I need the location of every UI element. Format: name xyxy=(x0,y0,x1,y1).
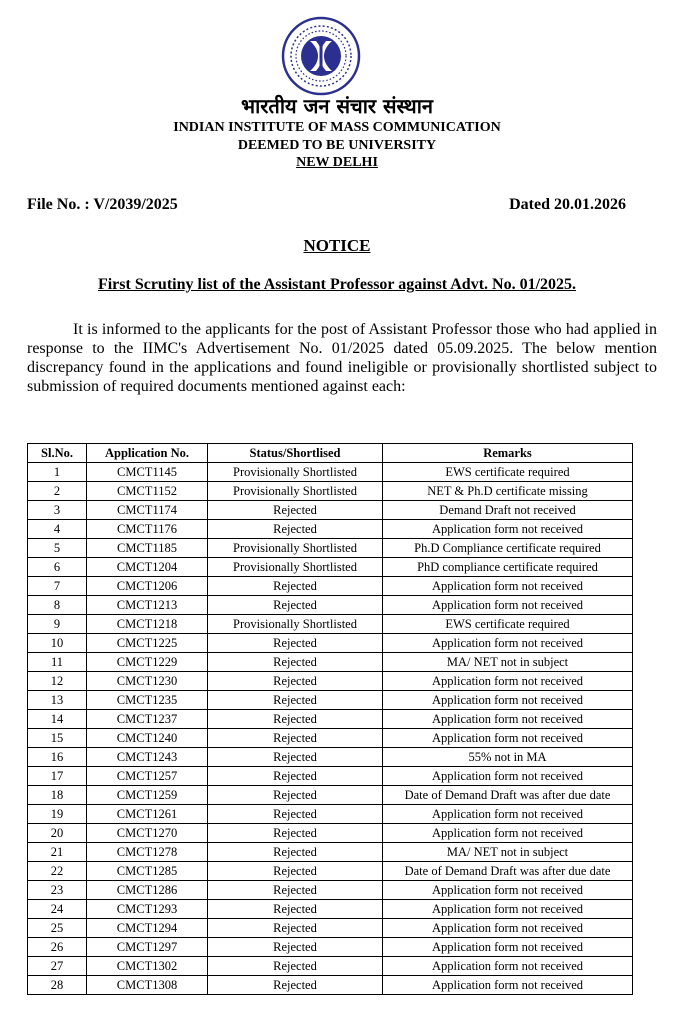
table-row xyxy=(28,691,633,710)
table-row xyxy=(28,729,633,748)
cell-sl-no: 14 xyxy=(28,710,87,729)
table-row xyxy=(28,558,633,577)
cell-sl-no: 10 xyxy=(28,634,87,653)
table-row xyxy=(28,482,633,501)
cell-application-no: CMCT1185 xyxy=(87,539,208,558)
column-header-application-no: Application No. xyxy=(87,444,208,463)
cell-status: Rejected xyxy=(208,634,383,653)
table-row xyxy=(28,881,633,900)
cell-status: Rejected xyxy=(208,843,383,862)
cell-sl-no: 27 xyxy=(28,957,87,976)
cell-sl-no: 1 xyxy=(28,463,87,482)
cell-remarks: Demand Draft not received xyxy=(383,501,633,520)
cell-sl-no: 28 xyxy=(28,976,87,995)
cell-application-no: CMCT1145 xyxy=(87,463,208,482)
table-row xyxy=(28,501,633,520)
cell-sl-no: 8 xyxy=(28,596,87,615)
cell-sl-no: 3 xyxy=(28,501,87,520)
cell-status: Rejected xyxy=(208,805,383,824)
cell-application-no: CMCT1286 xyxy=(87,881,208,900)
cell-sl-no: 11 xyxy=(28,653,87,672)
cell-status: Rejected xyxy=(208,653,383,672)
cell-sl-no: 17 xyxy=(28,767,87,786)
cell-status: Rejected xyxy=(208,900,383,919)
cell-status: Rejected xyxy=(208,862,383,881)
cell-status: Rejected xyxy=(208,938,383,957)
cell-sl-no: 5 xyxy=(28,539,87,558)
cell-application-no: CMCT1174 xyxy=(87,501,208,520)
cell-sl-no: 15 xyxy=(28,729,87,748)
cell-status: Rejected xyxy=(208,710,383,729)
cell-remarks: Application form not received xyxy=(383,881,633,900)
column-header-sl-no: Sl.No. xyxy=(28,444,87,463)
cell-remarks: Application form not received xyxy=(383,596,633,615)
cell-status: Provisionally Shortlisted xyxy=(208,463,383,482)
cell-sl-no: 16 xyxy=(28,748,87,767)
cell-remarks: EWS certificate required xyxy=(383,615,633,634)
cell-application-no: CMCT1285 xyxy=(87,862,208,881)
table-row xyxy=(28,767,633,786)
cell-sl-no: 4 xyxy=(28,520,87,539)
cell-remarks: Application form not received xyxy=(383,691,633,710)
scrutiny-table xyxy=(27,443,633,995)
cell-status: Provisionally Shortlisted xyxy=(208,482,383,501)
table-row xyxy=(28,824,633,843)
institute-name: INDIAN INSTITUTE OF MASS COMMUNICATION xyxy=(173,120,501,135)
cell-application-no: CMCT1176 xyxy=(87,520,208,539)
cell-remarks: Application form not received xyxy=(383,805,633,824)
table-row xyxy=(28,520,633,539)
cell-application-no: CMCT1261 xyxy=(87,805,208,824)
cell-application-no: CMCT1270 xyxy=(87,824,208,843)
cell-status: Rejected xyxy=(208,957,383,976)
cell-remarks: Date of Demand Draft was after due date xyxy=(383,862,633,881)
cell-sl-no: 18 xyxy=(28,786,87,805)
cell-sl-no: 2 xyxy=(28,482,87,501)
cell-application-no: CMCT1259 xyxy=(87,786,208,805)
cell-application-no: CMCT1240 xyxy=(87,729,208,748)
notice-body: It is informed to the applicants for the post of Assistant Professor those who had applied in response to the IIMC's Advertisement No. 01/2025 dated 05.09.2025. The below mention discrepancy found in the applications and found ineligible or provisionally shortlisted subject to submission of required documents mentioned against each: xyxy=(27,321,657,395)
cell-remarks: Application form not received xyxy=(383,900,633,919)
cell-sl-no: 21 xyxy=(28,843,87,862)
cell-remarks: PhD compliance certificate required xyxy=(383,558,633,577)
cell-status: Rejected xyxy=(208,881,383,900)
cell-remarks: Application form not received xyxy=(383,729,633,748)
cell-sl-no: 6 xyxy=(28,558,87,577)
institute-hindi-name: भारतीय जन संचार संस्थान xyxy=(241,94,433,118)
iimc-emblem-icon xyxy=(281,16,361,96)
cell-remarks: Application form not received xyxy=(383,957,633,976)
table-row xyxy=(28,805,633,824)
cell-remarks: 55% not in MA xyxy=(383,748,633,767)
cell-remarks: Date of Demand Draft was after due date xyxy=(383,786,633,805)
cell-status: Rejected xyxy=(208,596,383,615)
cell-status: Rejected xyxy=(208,729,383,748)
institute-city: NEW DELHI xyxy=(296,155,378,170)
cell-application-no: CMCT1237 xyxy=(87,710,208,729)
cell-remarks: Application form not received xyxy=(383,710,633,729)
cell-status: Rejected xyxy=(208,577,383,596)
cell-application-no: CMCT1297 xyxy=(87,938,208,957)
cell-status: Rejected xyxy=(208,824,383,843)
cell-sl-no: 7 xyxy=(28,577,87,596)
university-status: DEEMED TO BE UNIVERSITY xyxy=(237,138,437,153)
cell-application-no: CMCT1230 xyxy=(87,672,208,691)
notice-date: Dated 20.01.2026 xyxy=(509,196,626,213)
cell-status: Provisionally Shortlisted xyxy=(208,558,383,577)
cell-remarks: Application form not received xyxy=(383,919,633,938)
cell-application-no: CMCT1225 xyxy=(87,634,208,653)
cell-remarks: Application form not received xyxy=(383,824,633,843)
cell-application-no: CMCT1243 xyxy=(87,748,208,767)
cell-status: Rejected xyxy=(208,520,383,539)
table-row xyxy=(28,577,633,596)
table-row xyxy=(28,710,633,729)
cell-status: Provisionally Shortlisted xyxy=(208,539,383,558)
table-row xyxy=(28,786,633,805)
cell-sl-no: 26 xyxy=(28,938,87,957)
cell-sl-no: 9 xyxy=(28,615,87,634)
cell-application-no: CMCT1206 xyxy=(87,577,208,596)
cell-remarks: NET & Ph.D certificate missing xyxy=(383,482,633,501)
cell-remarks: Application form not received xyxy=(383,672,633,691)
table-header-row xyxy=(28,444,633,463)
cell-status: Rejected xyxy=(208,767,383,786)
table-row xyxy=(28,976,633,995)
cell-sl-no: 25 xyxy=(28,919,87,938)
cell-status: Rejected xyxy=(208,976,383,995)
cell-application-no: CMCT1293 xyxy=(87,900,208,919)
cell-remarks: Application form not received xyxy=(383,767,633,786)
table-row xyxy=(28,843,633,862)
table-row xyxy=(28,539,633,558)
cell-status: Rejected xyxy=(208,748,383,767)
cell-remarks: Ph.D Compliance certificate required xyxy=(383,539,633,558)
cell-application-no: CMCT1229 xyxy=(87,653,208,672)
cell-sl-no: 24 xyxy=(28,900,87,919)
cell-application-no: CMCT1213 xyxy=(87,596,208,615)
column-header-status: Status/Shortlised xyxy=(208,444,383,463)
column-header-remarks: Remarks xyxy=(383,444,633,463)
cell-application-no: CMCT1302 xyxy=(87,957,208,976)
cell-status: Provisionally Shortlisted xyxy=(208,615,383,634)
notice-subject: First Scrutiny list of the Assistant Professor against Advt. No. 01/2025. xyxy=(97,276,577,293)
file-number: File No. : V/2039/2025 xyxy=(27,196,178,213)
cell-sl-no: 19 xyxy=(28,805,87,824)
cell-remarks: Application form not received xyxy=(383,577,633,596)
table-row xyxy=(28,957,633,976)
cell-remarks: Application form not received xyxy=(383,520,633,539)
cell-status: Rejected xyxy=(208,501,383,520)
cell-sl-no: 22 xyxy=(28,862,87,881)
cell-remarks: EWS certificate required xyxy=(383,463,633,482)
table-row xyxy=(28,748,633,767)
cell-status: Rejected xyxy=(208,786,383,805)
cell-application-no: CMCT1204 xyxy=(87,558,208,577)
cell-remarks: Application form not received xyxy=(383,976,633,995)
cell-application-no: CMCT1278 xyxy=(87,843,208,862)
table-row xyxy=(28,596,633,615)
cell-application-no: CMCT1308 xyxy=(87,976,208,995)
cell-application-no: CMCT1218 xyxy=(87,615,208,634)
table-row xyxy=(28,862,633,881)
table-row xyxy=(28,938,633,957)
cell-sl-no: 13 xyxy=(28,691,87,710)
table-row xyxy=(28,672,633,691)
cell-application-no: CMCT1294 xyxy=(87,919,208,938)
cell-status: Rejected xyxy=(208,672,383,691)
table-row xyxy=(28,615,633,634)
cell-remarks: MA/ NET not in subject xyxy=(383,653,633,672)
notice-heading: NOTICE xyxy=(303,236,371,255)
cell-application-no: CMCT1235 xyxy=(87,691,208,710)
cell-sl-no: 23 xyxy=(28,881,87,900)
table-row xyxy=(28,463,633,482)
table-row xyxy=(28,919,633,938)
table-row xyxy=(28,900,633,919)
cell-status: Rejected xyxy=(208,691,383,710)
cell-remarks: Application form not received xyxy=(383,938,633,957)
cell-application-no: CMCT1257 xyxy=(87,767,208,786)
cell-remarks: Application form not received xyxy=(383,634,633,653)
table-row xyxy=(28,653,633,672)
cell-sl-no: 20 xyxy=(28,824,87,843)
cell-application-no: CMCT1152 xyxy=(87,482,208,501)
cell-remarks: MA/ NET not in subject xyxy=(383,843,633,862)
table-row xyxy=(28,634,633,653)
cell-sl-no: 12 xyxy=(28,672,87,691)
cell-status: Rejected xyxy=(208,919,383,938)
